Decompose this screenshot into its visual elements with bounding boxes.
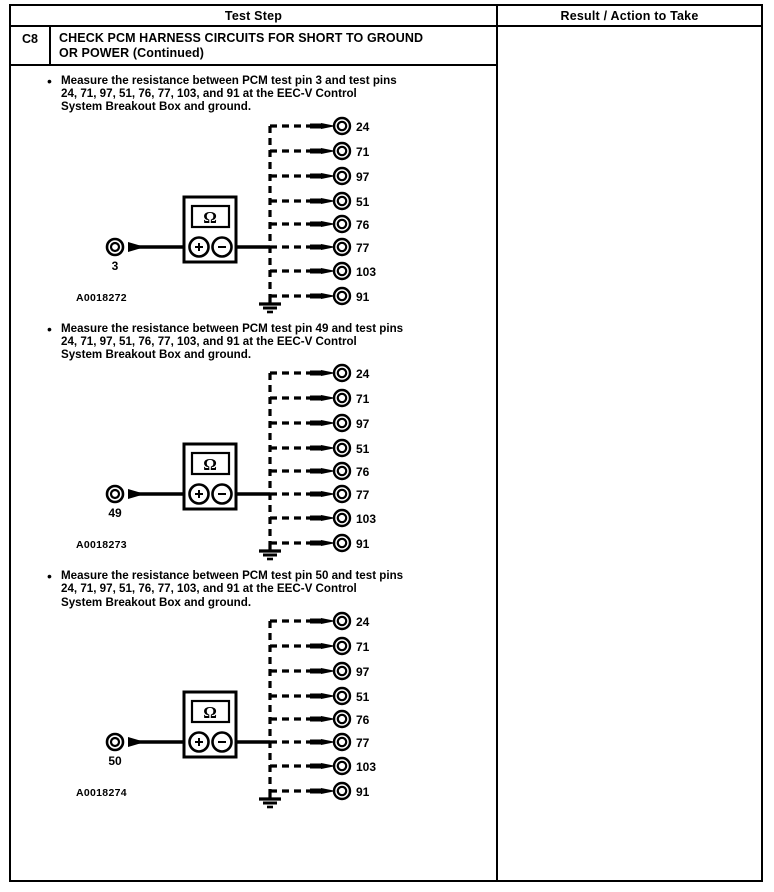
procedure-table	[9, 4, 763, 882]
pin-terminal	[310, 510, 350, 526]
figure-id-label: A0018274	[76, 786, 127, 799]
pin-label: 76	[356, 217, 370, 232]
instruction-line: System Breakout Box and ground.	[61, 348, 252, 362]
pin-terminal	[310, 486, 350, 502]
measurement-block	[11, 314, 496, 562]
probe-pin-label: 3	[111, 258, 119, 273]
test-step-column	[11, 27, 498, 880]
pin-label: 71	[356, 392, 370, 407]
pin-terminal-group	[310, 118, 350, 304]
measurement-block	[11, 561, 496, 809]
figure-id-label: A0018273	[76, 539, 127, 552]
instruction-bullet	[11, 561, 496, 609]
instruction-line: System Breakout Box and ground.	[61, 595, 252, 609]
ohmmeter-icon	[184, 692, 236, 757]
pin-terminal	[310, 440, 350, 456]
result-action-column	[498, 27, 761, 880]
bullet-icon: •	[47, 568, 52, 585]
probe-wedge	[128, 242, 145, 252]
result-action-header-label: Result / Action to Take	[560, 8, 699, 23]
ohmmeter-harness-schematic	[11, 609, 498, 809]
pin-label: 76	[356, 465, 370, 480]
pin-label: 76	[356, 712, 370, 727]
instruction-line: Measure the resistance between PCM test pin 50 and test pins	[61, 569, 404, 583]
instruction-text	[61, 74, 486, 114]
circuit-diagram	[11, 114, 498, 314]
table-header-row	[11, 6, 761, 27]
pin-label: 77	[356, 240, 370, 255]
pin-terminal	[310, 758, 350, 774]
step-content	[11, 66, 496, 880]
pin-label: 51	[356, 689, 370, 704]
pin-terminal-group	[310, 365, 350, 551]
step-title-line-2: OR POWER (Continued)	[59, 45, 205, 60]
pin-terminal	[310, 638, 350, 654]
pin-label: 91	[356, 289, 370, 304]
ground-icon	[259, 543, 281, 559]
pin-terminal	[310, 415, 350, 431]
ground-icon	[259, 296, 281, 312]
test-step-header-label: Test Step	[224, 8, 283, 23]
pin-terminal	[310, 688, 350, 704]
instruction-line: Measure the resistance between PCM test pin 49 and test pins	[61, 321, 404, 335]
pin-label: 77	[356, 488, 370, 503]
pin-label: 97	[356, 417, 370, 432]
pin-terminal-group	[310, 613, 350, 799]
probe-ring-inner	[111, 738, 119, 746]
ohm-symbol-label: Ω	[203, 455, 217, 475]
pin-label: 103	[356, 512, 377, 527]
pin-terminal	[310, 168, 350, 184]
ohm-symbol-label: Ω	[203, 702, 217, 722]
figure-id-label: A0018272	[76, 291, 127, 304]
ohmmeter-harness-schematic	[11, 114, 498, 314]
pin-terminal	[310, 239, 350, 255]
ohmmeter-icon	[184, 444, 236, 509]
pin-terminal	[310, 193, 350, 209]
measurement-block	[11, 66, 496, 314]
step-id-cell	[11, 27, 51, 64]
header-cell-test-step	[11, 6, 498, 25]
instruction-line: 24, 71, 97, 51, 76, 77, 103, and 91 at the EEC-V Control	[61, 334, 357, 348]
ohmmeter-icon	[184, 197, 236, 262]
pin-terminal	[310, 783, 350, 799]
step-title-cell	[51, 27, 496, 64]
probe-ring-outer	[107, 239, 123, 255]
pin-label: 97	[356, 169, 370, 184]
pin-label: 91	[356, 537, 370, 552]
step-id-label: C8	[22, 32, 38, 46]
pin-terminal	[310, 118, 350, 134]
instruction-text	[61, 322, 486, 362]
instruction-bullet	[11, 314, 496, 362]
probe-wedge	[128, 737, 145, 747]
pin-terminal	[310, 263, 350, 279]
probe-pin-label: 49	[108, 506, 122, 521]
pin-terminal	[310, 613, 350, 629]
instruction-line: System Breakout Box and ground.	[61, 100, 252, 114]
probe-ring-inner	[111, 243, 119, 251]
pin-terminal	[310, 390, 350, 406]
pin-terminal	[310, 365, 350, 381]
probe-pin-label: 50	[108, 753, 122, 768]
pin-label: 97	[356, 664, 370, 679]
pin-label: 71	[356, 639, 370, 654]
ground-icon	[259, 791, 281, 807]
pin-terminal	[310, 711, 350, 727]
pin-terminal	[310, 216, 350, 232]
pin-label: 51	[356, 194, 370, 209]
instruction-bullet	[11, 66, 496, 114]
pin-label: 91	[356, 784, 370, 799]
step-title-line-1: CHECK PCM HARNESS CIRCUITS FOR SHORT TO GROUND	[59, 31, 424, 45]
probe-ring-inner	[111, 490, 119, 498]
ohm-symbol-label: Ω	[203, 207, 217, 227]
pin-label: 77	[356, 735, 370, 750]
pin-terminal	[310, 535, 350, 551]
circuit-diagram	[11, 361, 498, 561]
probe-wedge	[128, 489, 145, 499]
probe-ring-outer	[107, 486, 123, 502]
pin-label: 24	[356, 367, 370, 382]
table-body-row	[11, 27, 761, 880]
pin-terminal	[310, 734, 350, 750]
instruction-line: 24, 71, 97, 51, 76, 77, 103, and 91 at the EEC-V Control	[61, 582, 357, 596]
bullet-icon: •	[47, 73, 52, 89]
probe-ring-outer	[107, 734, 123, 750]
ohmmeter-harness-schematic	[11, 361, 498, 561]
pin-label: 103	[356, 759, 377, 774]
pin-terminal	[310, 463, 350, 479]
bullet-icon: •	[47, 320, 52, 337]
instruction-line: 24, 71, 97, 51, 76, 77, 103, and 91 at the EEC-V Control	[61, 87, 357, 101]
pin-label: 24	[356, 614, 370, 629]
instruction-text	[61, 569, 486, 609]
circuit-diagram	[11, 609, 498, 809]
pin-terminal	[310, 143, 350, 159]
pin-terminal	[310, 288, 350, 304]
header-cell-result-action	[498, 6, 761, 25]
pin-label: 51	[356, 442, 370, 457]
pin-terminal	[310, 663, 350, 679]
instruction-line: Measure the resistance between PCM test pin 3 and test pins	[61, 74, 397, 87]
step-title-band	[11, 27, 496, 66]
pin-label: 103	[356, 264, 377, 279]
pin-label: 24	[356, 119, 370, 134]
pin-label: 71	[356, 144, 370, 159]
